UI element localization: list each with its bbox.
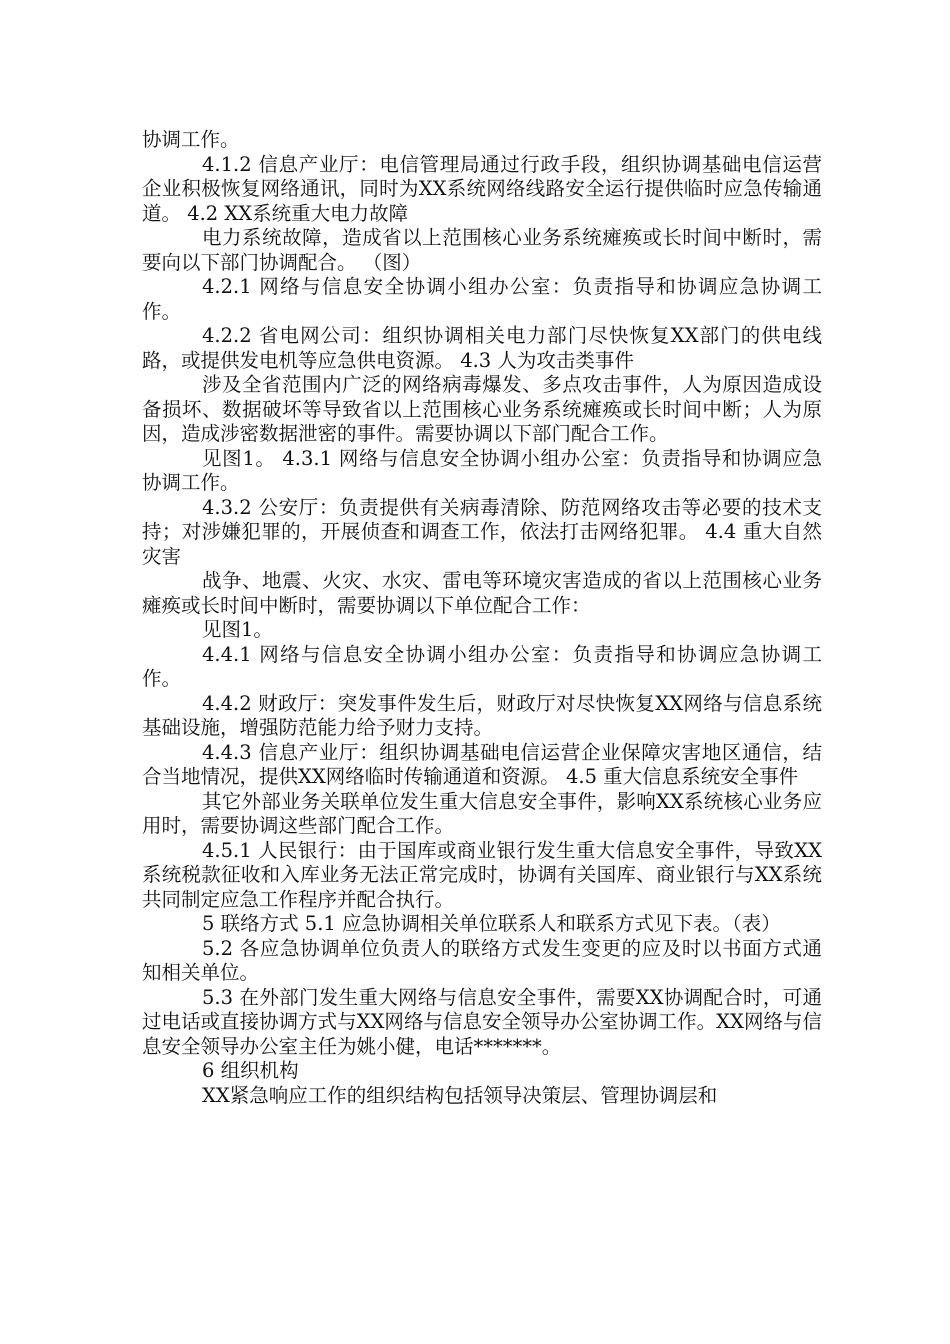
paragraph-4-5-1: 4.5.1 人民银行：由于国库或商业银行发生重大信息安全事件，导致XX系统税款征收和入库业务无法正常完成时，协调有关国库、商业银行与XX系统共同制定应急工作程序并配合执行。 xyxy=(142,838,822,911)
paragraph-5-1: 5 联络方式 5.1 应急协调相关单位联系人和联系方式见下表。（表） xyxy=(202,912,781,935)
paragraph-4-4-3: 4.4.3 信息产业厅：组织协调基础电信运营企业保障灾害地区通信，结合当地情况，提供XX网络临时传输通道和资源。 4.5 重大信息系统安全事件 xyxy=(142,740,822,788)
paragraph-4-3-intro: 涉及全省范围内广泛的网络病毒爆发、多点攻击事件，人为原因造成设备损坏、数据破坏等导致省以上范围核心业务系统瘫痪或长时间中断；人为原因，造成涉密数据泄密的事件。需要协调以下部门配合工作。 xyxy=(142,373,822,445)
paragraph-4-3-1: 见图1。 4.3.1 网络与信息安全协调小组办公室：负责指导和协调应急协调工作。 xyxy=(142,446,822,494)
paragraph-4-4-1: 4.4.1 网络与信息安全协调小组办公室：负责指导和协调应急协调工作。 xyxy=(142,642,822,690)
paragraph-5-3: 5.3 在外部门发生重大网络与信息安全事件，需要XX协调配合时，可通过电话或直接协调方式与XX网络与信息安全领导办公室协调工作。XX网络与信息安全领导办公室主任为姚小健，电话*******。 xyxy=(142,985,822,1058)
paragraph-4-2-2: 4.2.2 省电网公司：组织协调相关电力部门尽快恢复XX部门的供电线路，或提供发电机等应急供电资源。 4.3 人为攻击类事件 xyxy=(142,324,822,372)
paragraph-4-3-2: 4.3.2 公安厅：负责提供有关病毒清除、防范网络攻击等必要的技术支持；对涉嫌犯罪的，开展侦查和调查工作，依法打击网络犯罪。 4.4 重大自然灾害 xyxy=(142,495,822,568)
paragraph-4-2-1: 4.2.1 网络与信息安全协调小组办公室：负责指导和协调应急协调工作。 xyxy=(142,275,822,323)
heading-6: 6 组织机构 xyxy=(202,1059,299,1082)
paragraph-4-4-intro: 战争、地震、火灾、水灾、雷电等环境灾害造成的省以上范围核心业务瘫痪或长时间中断时，需要协调以下单位配合工作： xyxy=(142,569,822,617)
paragraph-figure-ref: 见图1。 xyxy=(202,618,273,641)
paragraph-5-2: 5.2 各应急协调单位负责人的联络方式发生变更的应及时以书面方式通知相关单位。 xyxy=(142,936,822,984)
paragraph-6-intro: XX紧急响应工作的组织结构包括领导决策层、管理协调层和 xyxy=(202,1083,718,1107)
paragraph-4-1-2: 4.1.2 信息产业厅：电信管理局通过行政手段，组织协调基础电信运营企业积极恢复网络通讯，同时为XX系统网络线路安全运行提供临时应急传输通道。 4.2 XX系统重大电力故障 xyxy=(142,152,822,225)
document-body xyxy=(142,128,822,1108)
paragraph-4-5-intro: 其它外部业务关联单位发生重大信息安全事件，影响XX系统核心业务应用时，需要协调这些部门配合工作。 xyxy=(142,789,822,837)
paragraph-4-2-intro: 电力系统故障，造成省以上范围核心业务系统瘫痪或长时间中断时，需要向以下部门协调配合。 （图） xyxy=(142,226,822,274)
paragraph-continuation: 协调工作。 xyxy=(142,128,240,151)
paragraph-4-4-2: 4.4.2 财政厅：突发事件发生后，财政厅对尽快恢复XX网络与信息系统基础设施，增强防范能力给予财力支持。 xyxy=(142,691,822,739)
